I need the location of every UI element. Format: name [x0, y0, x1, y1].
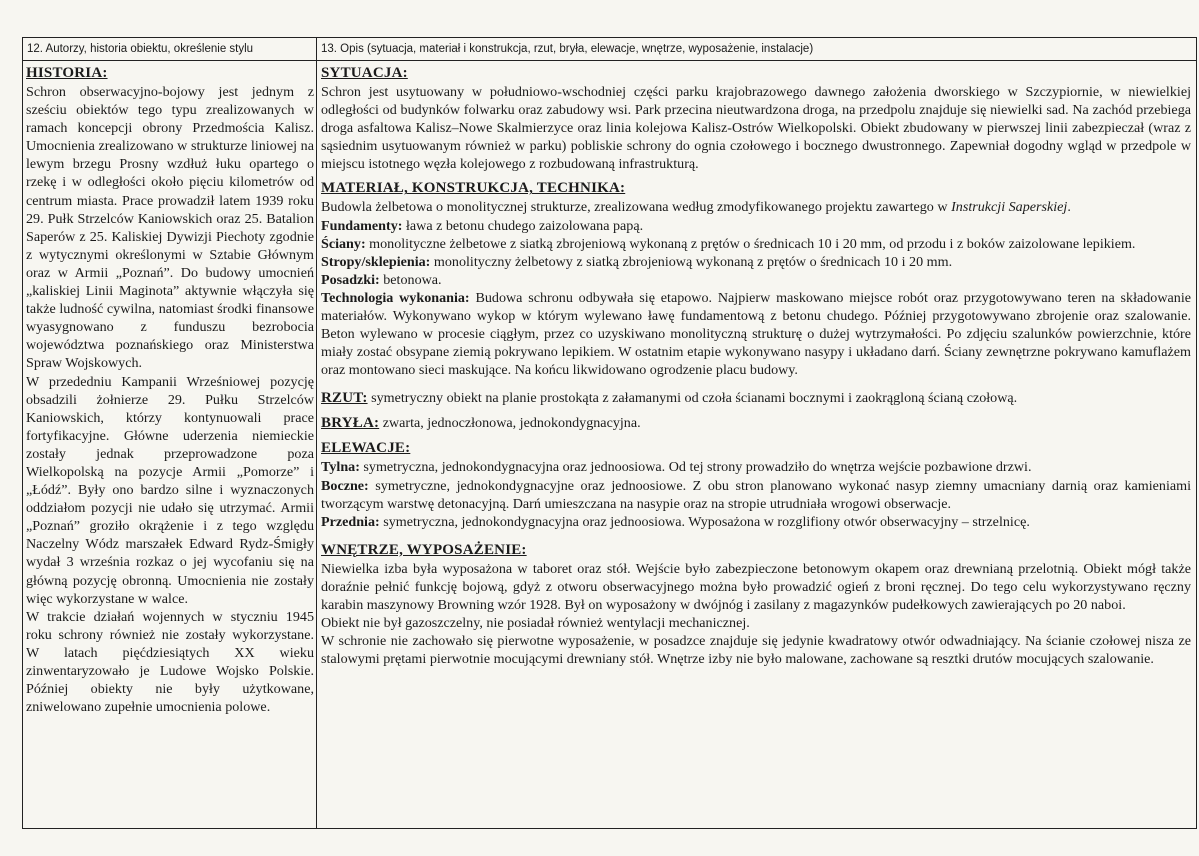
interior-paragraph-3: W schronie nie zachowało się pierwotne wyposażenie, w posadzce znajduje się jedynie kwadratowy otwór odwadniający. Na ścianie czołowej nisza ze stalowymi prętami pierwotnie mocującymi drewniany stół. Wnętrze izby nie było malowane, zachowane są resztki drutów mocujących szalowanie.	[321, 633, 1191, 668]
interior-paragraph-1: Niewielka izba była wyposażona w taboret oraz stół. Wejście było zabezpieczone betonowym okapem oraz drewnianą przelotnią. Obiekt mógł także doraźnie pełnić funkcję bojową, gdyż z otworu obserwacyjnego można było prowadzić ogień z broni ręcznej. Do tego celu wykorzystywano ręczny karabin maszynowy Browning wzór 1928. Był on wyposażony w dwójnóg i zasilany z magazynków pudełkowych zawierających po 20 naboi.	[321, 560, 1191, 613]
rear-label: Tylna:	[321, 459, 360, 476]
walls-label: Ściany:	[321, 235, 366, 252]
material-intro: Budowla żelbetowa o monolitycznej strukturze, zrealizowana według zmodyfikowanego projektu zawartego w Instrukcji Saperskiej.	[321, 199, 1071, 216]
massing-heading: BRYŁA:	[321, 415, 380, 432]
column-divider	[316, 38, 317, 828]
front-elevation-line: Przednia: symetryczna, jednokondygnacyjna oraz jednoosiowa. Wyposażona w rozglifiony otwór obserwacyjny – strzelnicę.	[321, 513, 1030, 530]
elevations-heading: ELEWACJE:	[321, 440, 411, 457]
side-label: Boczne:	[321, 477, 369, 494]
situation-heading: SYTUACJA:	[321, 65, 408, 81]
foundations-line: Fundamenty: ława z betonu chudego zaizolowana papą.	[321, 217, 644, 234]
description-column	[321, 64, 1191, 668]
situation-text: Schron jest usytuowany w południowo-wschodniej części parku krajobrazowego dawnego założenia dworskiego w Szczypiornie, w niewielkiej odległości od budynków folwarku oraz zabudowy wsi. Park przecina nieutwardzona droga, na przedpolu znajduje się niewielki sad. Na zachód przebiega droga asfaltowa Kalisz–Nowe Skalmierzyce oraz linia kolejowa Kalisz-Ostrów Wielkopolski. Obiekt zbudowany w pierwszej linii zabezpieczał (wraz z sąsiednim usytuowanym również w parku) pobliskie schrony do ognia czołowego i bocznego dwustronnego. Zapewniał dogodny wgląd w przedpole w miejscu istotnego węzła kolejowego z rozbudowaną infrastrukturą.	[321, 84, 1191, 173]
form-sheet	[22, 37, 1197, 829]
technology-label: Technologia wykonania:	[321, 289, 470, 306]
floors-label: Posadzki:	[321, 271, 380, 288]
ceilings-label: Stropy/sklepienia:	[321, 253, 431, 270]
history-paragraph-2: W przededniu Kampanii Wrześniowej pozycję obsadzili żołnierze 29. Pułku Strzelców Kaniowskich, którzy kontynuowali prace fortyfikacyjne. Główne uderzenia niemieckie zostały jednak przeprowadzone poza Wielkopolską na pozycje Armii „Pomorze” i „Łódź”. Były ono bardzo silne i wyznaczonych oddziałom pozycji nie udało się utrzymać. Armii „Poznań” groziło okrążenie i z tego względu Naczelny Wódz marszałek Edward Rydz-Śmigły wydał 3 września rozkaz o jej wycofaniu się na główną pozycję obronną. Umocnienia nie zostały więc wykorzystane w walce.	[26, 373, 314, 607]
floors-line: Posadzki: betonowa.	[321, 271, 442, 288]
instruction-title: Instrukcji Saperskiej	[951, 199, 1068, 216]
header-field-12: 12. Autorzy, historia obiektu, określenie stylu	[27, 43, 254, 55]
walls-line: Ściany: monolityczne żelbetowe z siatką zbrojeniową wykonaną z prętów o średnicach 10 i 20 mm, od przodu i z boków zaizolowane lepikiem.	[321, 235, 1136, 252]
plan-line: RZUT: symetryczny obiekt na planie prostokąta z załamanymi od czoła ścianami bocznymi i zaokrągloną ścianą czołową.	[321, 390, 1018, 407]
rear-elevation-line: Tylna: symetryczna, jednokondygnacyjna oraz jednoosiowa. Od tej strony prowadziło do wnętrza wejście pozbawione drzwi.	[321, 459, 1032, 476]
massing-line: BRYŁA: zwarta, jednoczłonowa, jednokondygnacyjna.	[321, 415, 641, 432]
side-elevation-line: Boczne: symetryczne, jednokondygnacyjne oraz jednoosiowe. Z obu stron planowano wykonać nasyp ziemny umacniany darnią oraz kamieniami tworzącym warstwę detonacyjną. Darń umieszczana na nasypie oraz na stropie utrudniała wrogowi obserwacje.	[321, 477, 1191, 512]
header-field-13: 13. Opis (sytuacja, materiał i konstrukcja, rzut, bryła, elewacje, wnętrze, wyposażenie, instalacje)	[321, 43, 814, 55]
material-heading: MATERIAŁ, KONSTRUKCJA, TECHNIKA:	[321, 180, 626, 197]
history-paragraph-1: Schron obserwacyjno-bojowy jest jednym z sześciu obiektów tego typu zrealizowanych w ramach koncepcji obrony Przedmościa Kalisz. Umocnienia zrealizowano w strukturze liniowej na lewym brzegu Prosny wzdłuż łuku opartego o rzekę i w odległości około pięciu kilometrów od centrum miasta. Prace prowadził latem 1939 roku 29. Pułk Strzelców Kaniowskich oraz 25. Batalion Saperów z 25. Kaliskiej Dywizji Piechoty zgodnie z wytycznymi określonymi w Sztabie Głównym oraz w Armii „Poznań”. Do budowy umocnień „kaliskiej Linii Maginota” aktywnie włączyła się także ludność cywilna, natomiast środki finansowe wyasygnowano z funduszu bezrobocia województwa poznańskiego oraz Ministerstwa Spraw Wojskowych.	[26, 84, 314, 372]
history-heading: HISTORIA:	[26, 65, 108, 81]
ceilings-line: Stropy/sklepienia: monolityczny żelbetowy z siatką zbrojeniową wykonaną z prętów o średnicach 10 i 20 mm.	[321, 253, 953, 270]
history-column	[26, 64, 314, 716]
interior-heading: WNĘTRZE, WYPOSAŻENIE:	[321, 541, 527, 558]
plan-heading: RZUT:	[321, 390, 368, 407]
history-paragraph-3: W trakcie działań wojennych w styczniu 1945 roku schrony również nie zostały wykorzystane. W latach pięćdziesiątych XX wieku zinwentaryzowało je Ludowe Wojsko Polskie. Później obiekty nie były użytkowane, zniwelowano zupełnie umocnienia polowe.	[26, 608, 314, 716]
form-header	[23, 38, 1196, 61]
foundations-label: Fundamenty:	[321, 217, 403, 234]
technology-line: Technologia wykonania: Budowa schronu odbywała się etapowo. Najpierw maskowano miejsce robót oraz przygotowywano teren na składowanie materiałów. Wykonywano wykop w którym wylewano ławę fundamentową z betonu chudego. Później przygotowywano zbrojenie oraz szalowanie. Beton wylewano w procesie ciągłym, przez co uzyskiwano monolityczną strukturę o dużej wytrzymałości. Po zdjęciu szalunków powierzchnie, które miały zostać obsypane ziemią pokrywano lepikiem. W ostatnim etapie wykonywano nasypy i układano darń. Ściany zewnętrzne pokrywano kamuflażem oraz montowano sieci maskujące. Na końcu likwidowano ogrodzenie placu budowy.	[321, 289, 1191, 379]
front-label: Przednia:	[321, 513, 380, 530]
interior-paragraph-2: Obiekt nie był gazoszczelny, nie posiadał również wentylacji mechanicznej.	[321, 615, 750, 632]
